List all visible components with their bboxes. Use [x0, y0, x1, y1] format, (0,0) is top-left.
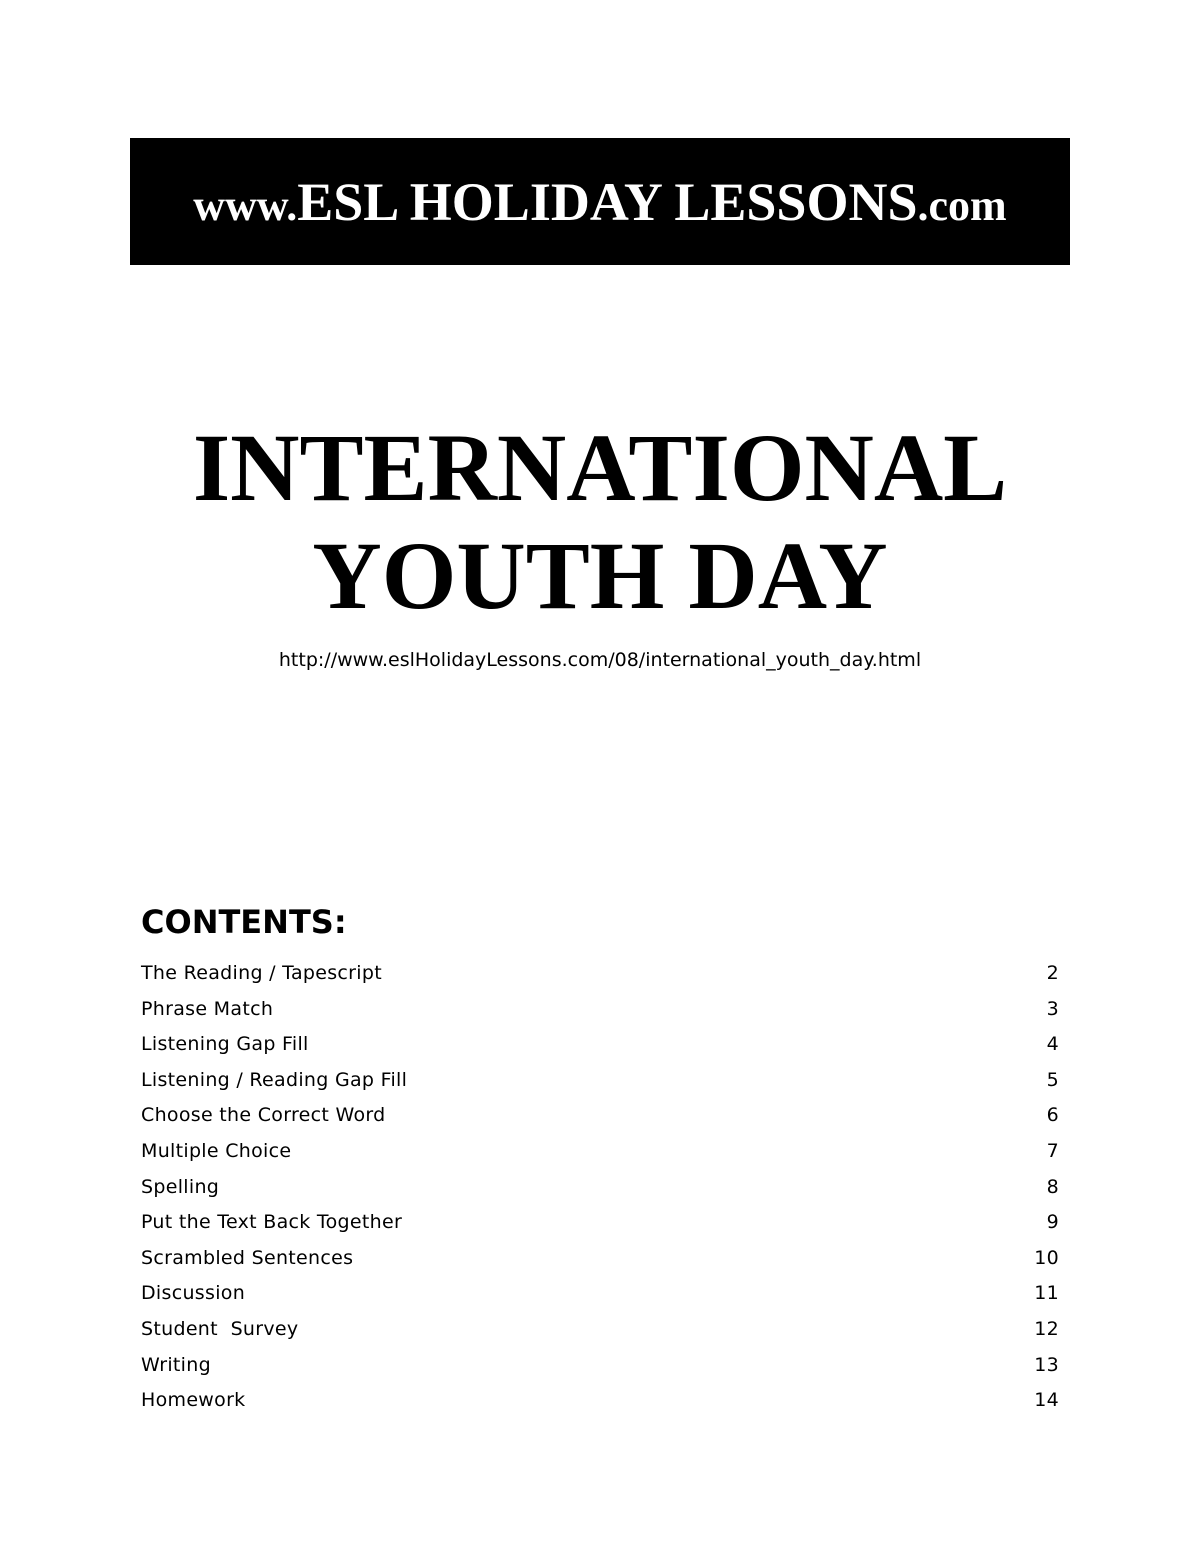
contents-item-page: 14: [1034, 1389, 1059, 1412]
contents-item-page: 4: [1046, 1033, 1059, 1056]
contents-item-page: 12: [1034, 1317, 1059, 1340]
contents-item[interactable]: [141, 960, 1059, 996]
site-banner-text: [193, 171, 1007, 232]
banner-suffix: .com: [917, 180, 1007, 230]
contents-item[interactable]: [141, 1174, 1059, 1210]
contents-item-label: Scrambled Sentences: [141, 1246, 354, 1269]
contents-item-page: 5: [1046, 1068, 1059, 1091]
contents-heading: CONTENTS:: [141, 903, 347, 941]
site-banner: [130, 138, 1070, 265]
contents-item-page: 6: [1046, 1104, 1059, 1127]
contents-item[interactable]: [141, 1138, 1059, 1174]
contents-item[interactable]: [141, 1209, 1059, 1245]
contents-item[interactable]: [141, 1031, 1059, 1067]
contents-item-page: 7: [1046, 1139, 1059, 1162]
contents-item-page: 10: [1034, 1246, 1059, 1269]
contents-item-label: Student Survey: [141, 1317, 299, 1340]
contents-item-label: The Reading / Tapescript: [141, 962, 382, 984]
contents-item-page: 13: [1034, 1353, 1059, 1376]
banner-prefix: www.: [193, 180, 298, 230]
contents-item[interactable]: [141, 1280, 1059, 1316]
contents-item-page: 11: [1034, 1282, 1059, 1305]
contents-item-page: 3: [1046, 997, 1059, 1020]
contents-item-label: Homework: [141, 1389, 246, 1412]
contents-item-label: Phrase Match: [141, 997, 274, 1020]
contents-item-label: Writing: [141, 1353, 211, 1376]
contents-item-label: Spelling: [141, 1175, 220, 1198]
page-title-line-1: INTERNATIONAL: [192, 414, 1008, 521]
contents-item-label: Put the Text Back Together: [141, 1211, 403, 1234]
lesson-url[interactable]: http://www.eslHolidayLessons.com/08/international_youth_day.html: [278, 649, 922, 671]
contents-list: [141, 960, 1059, 1423]
page-title-line-2: YOUTH DAY: [312, 522, 888, 629]
contents-item[interactable]: [141, 996, 1059, 1032]
contents-item[interactable]: [141, 1245, 1059, 1281]
contents-item-page: 8: [1046, 1175, 1059, 1198]
banner-name: ESL HOLIDAY LESSONS: [297, 171, 918, 232]
contents-item[interactable]: [141, 1387, 1059, 1423]
contents-item-label: Multiple Choice: [141, 1139, 292, 1162]
contents-item-page: 2: [1046, 962, 1059, 984]
contents-item-label: Listening Gap Fill: [141, 1033, 309, 1056]
contents-item-label: Choose the Correct Word: [141, 1104, 386, 1127]
contents-item[interactable]: [141, 1352, 1059, 1388]
contents-item-label: Discussion: [141, 1282, 246, 1305]
contents-item-page: 9: [1046, 1211, 1059, 1234]
contents-item[interactable]: [141, 1067, 1059, 1103]
contents-item[interactable]: [141, 1316, 1059, 1352]
contents-item-label: Listening / Reading Gap Fill: [141, 1068, 408, 1091]
contents-item[interactable]: [141, 1102, 1059, 1138]
